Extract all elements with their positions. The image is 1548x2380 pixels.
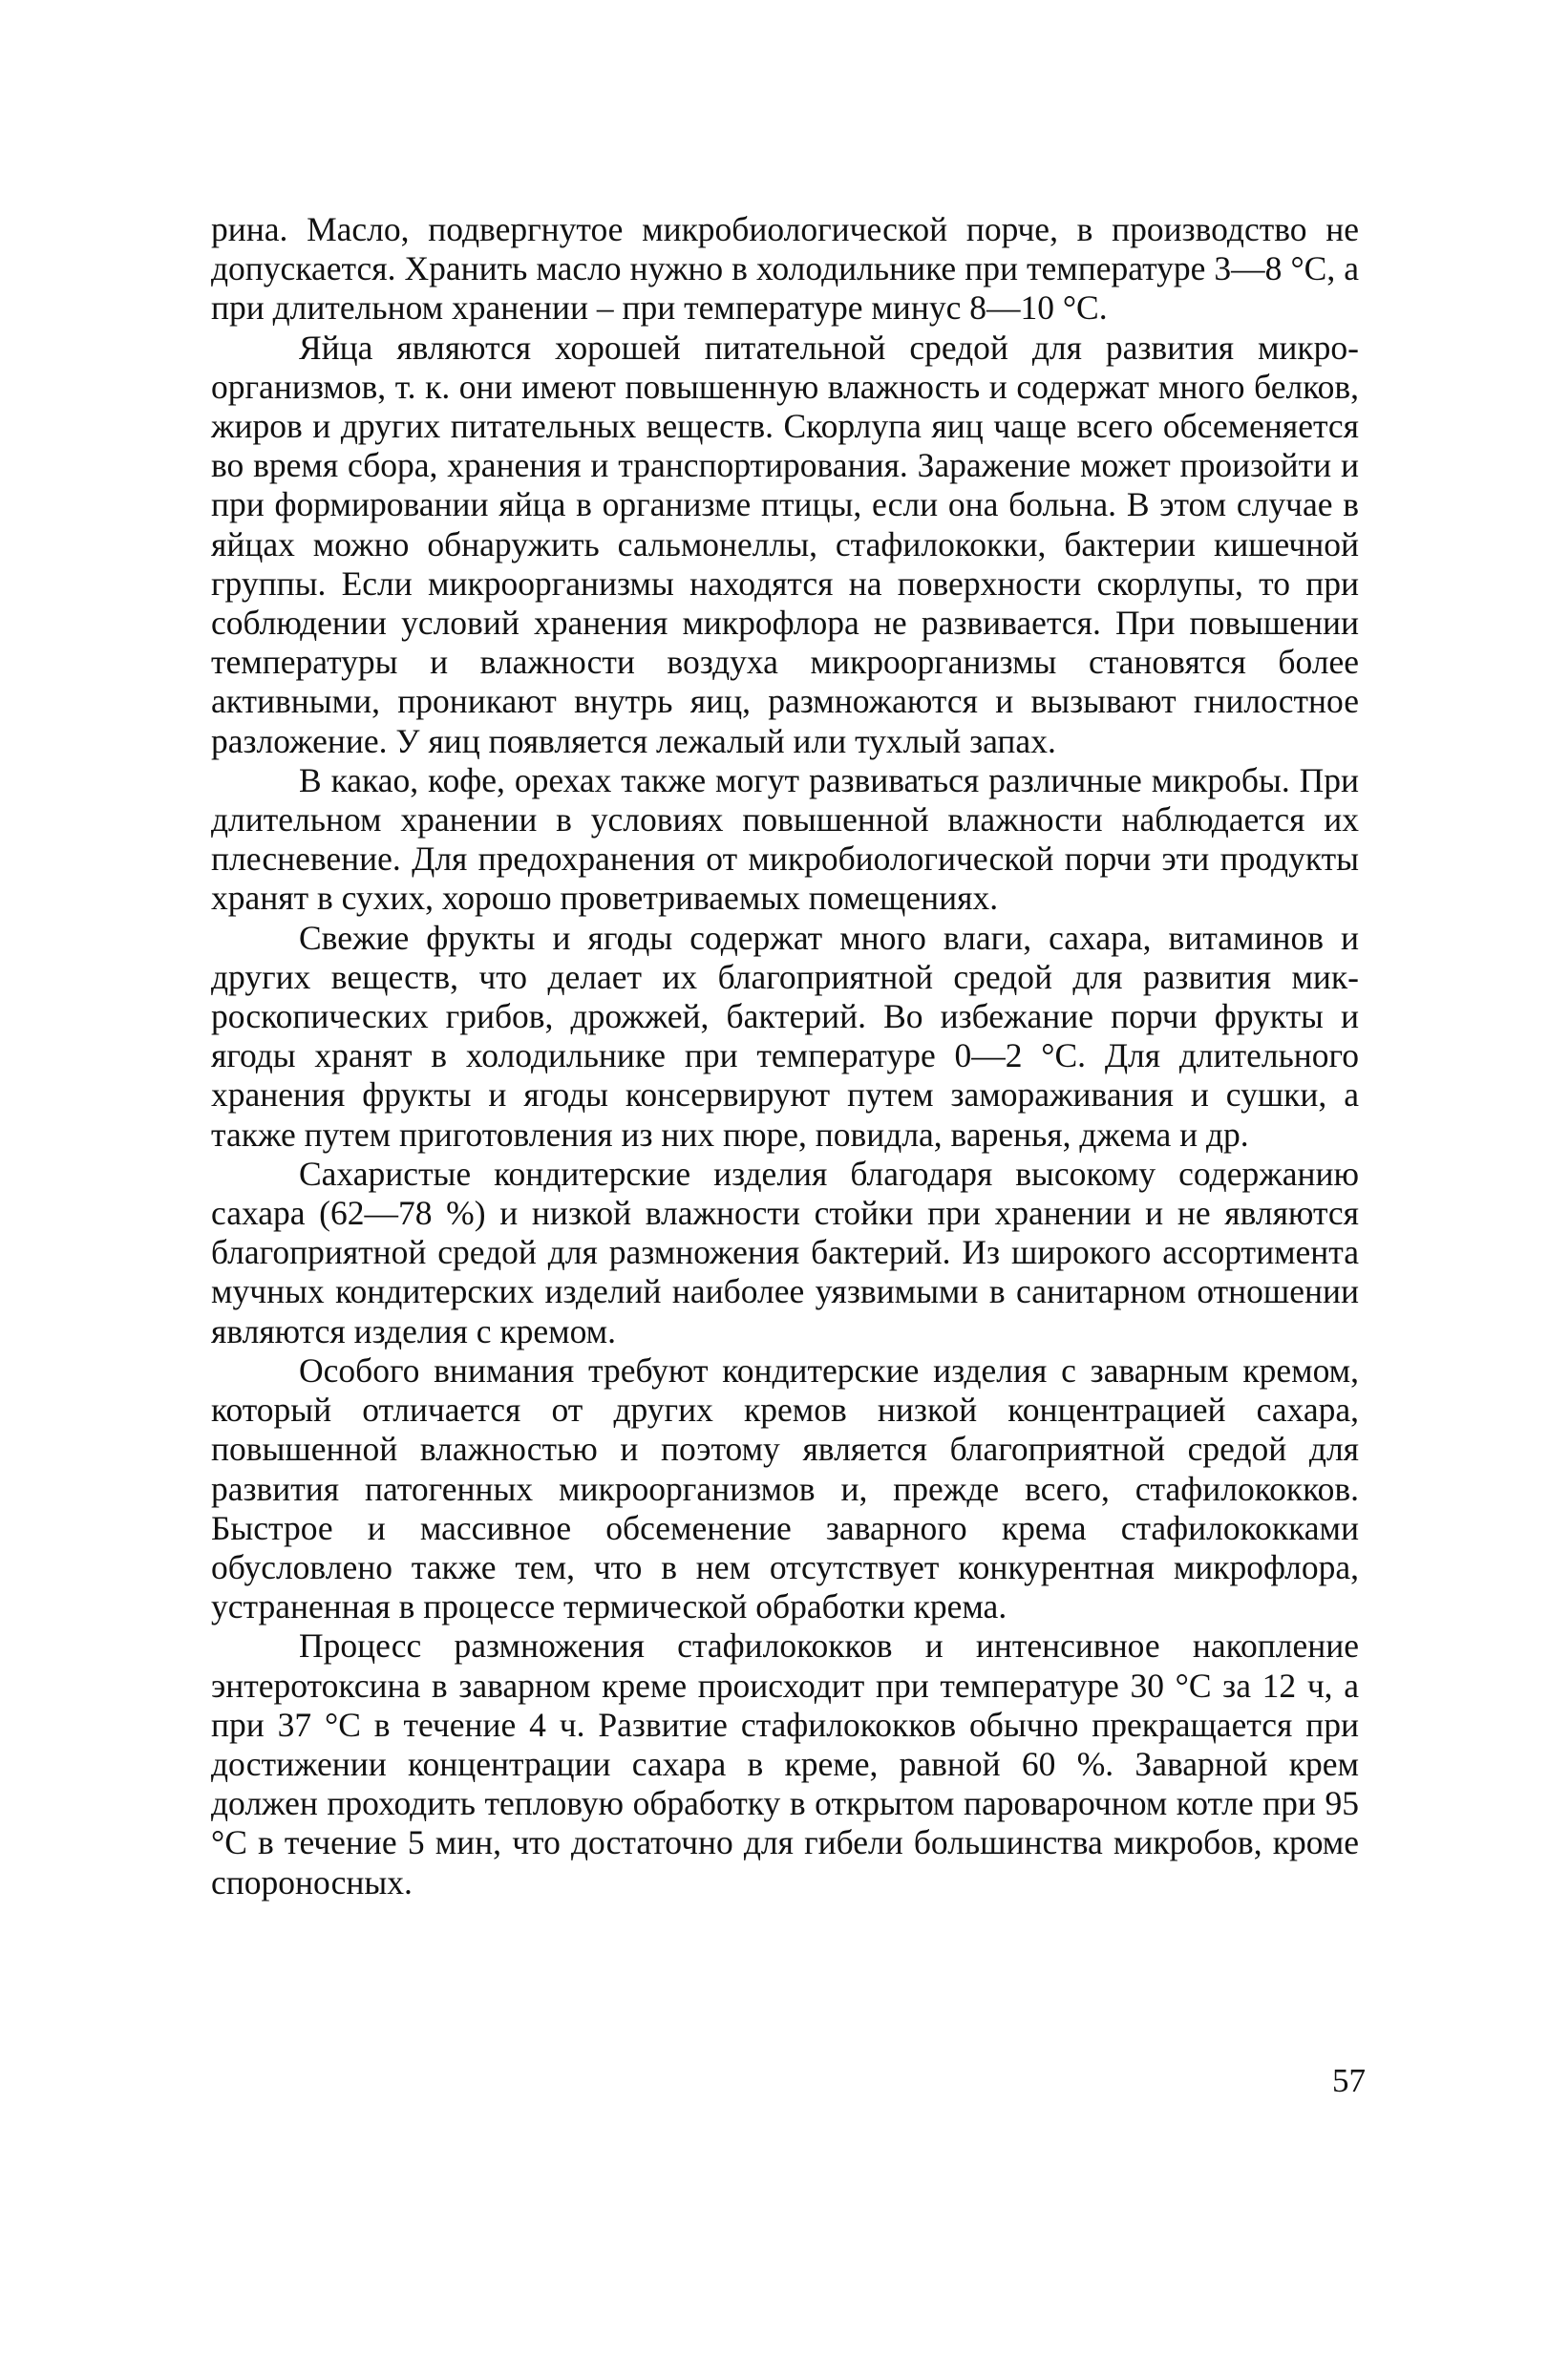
- paragraph-staphylococci: Процесс размножения стафилококков и интенсивное накопление энтеротоксина в заварном креме происходит при температуре 30 °С за 12 ч, а при 37 °С в течение 4 ч. Развитие стафилококков обычно прекращается при достижении концентрации сахара в креме, равной 60 %. Заварной крем должен проходить тепловую обработку в открытом пароварочном котле при 95 °С в течение 5 мин, что достаточно для гибели большинства микробов, кроме спороносных.: [211, 1626, 1359, 1902]
- paragraph-eggs: Яйца являются хорошей питательной средой для развития микроорганизмов, т. к. они имеют повышенную влажность и содержат много белков, жиров и других питательных веществ. Скорлупа яиц чаще всего обсеменяется во время сбора, хранения и транспортирования. Заражение может произойти и при формировании яйца в организме птицы, если она больна. В этом случае в яйцах можно обнаружить сальмонеллы, стафилококки, бактерии кишечной группы. Если микроорганизмы находятся на поверхности скорлупы, то при соблюдении условий хранения микрофлора не развивается. При повышении температуры и влажности воздуха микроорганизмы становятся более активными, проникают внутрь яиц, размножаются и вызывают гнилостное разложение. У яиц появляется лежалый или тухлый запах.: [211, 328, 1359, 760]
- paragraph-cocoa-coffee-nuts: В какао, кофе, орехах также могут развиваться различные микробы. При длительном хранении в условиях повышенной влажности наблюдается их плесневение. Для предохранения от микробиологической порчи эти продукты хранят в сухих, хорошо проветриваемых помещениях.: [211, 760, 1359, 918]
- paragraph-custard-cream: Особого внимания требуют кондитерские изделия с заварным кремом, который отличается от других кремов низкой концентрацией сахара, повышенной влажностью и поэтому является благоприятной средой для развития патогенных микроорганизмов и, прежде всего, стафилококков. Быстрое и массивное обсеменение заварного крема стафилококками обусловлено также тем, что в нем отсутствует конкурентная микрофлора, устраненная в процессе термической обработки крема.: [211, 1350, 1359, 1626]
- page-number: 57: [1332, 2062, 1366, 2099]
- page-body: [211, 210, 1359, 1902]
- paragraph-butter-storage: рина. Масло, подвергнутое микробиологической порче, в производство не допускается. Хранить масло нужно в холодильнике при температуре 3—8 °С, а при длительном хранении – при температуре минус 8—10 °С.: [211, 210, 1359, 328]
- paragraph-fruits-berries: Свежие фрукты и ягоды содержат много влаги, сахара, витаминов и других веществ, что делает их благоприятной средой для развития микроскопических грибов, дрожжей, бактерий. Во избежание порчи фрукты и ягоды хранят в холодильнике при температуре 0—2 °С. Для длительного хранения фрукты и ягоды консервируют путем замораживания и сушки, а также путем приготовления из них пюре, повидла, варенья, джема и др.: [211, 918, 1359, 1154]
- paragraph-sugar-confectionery: Сахаристые кондитерские изделия благодаря высокому содержанию сахара (62—78 %) и низкой влажности стойки при хранении и не являются благоприятной средой для размножения бактерий. Из широкого ассортимента мучных кондитерских изделий наиболее уязвимыми в санитарном отношении являются изделия с кремом.: [211, 1154, 1359, 1350]
